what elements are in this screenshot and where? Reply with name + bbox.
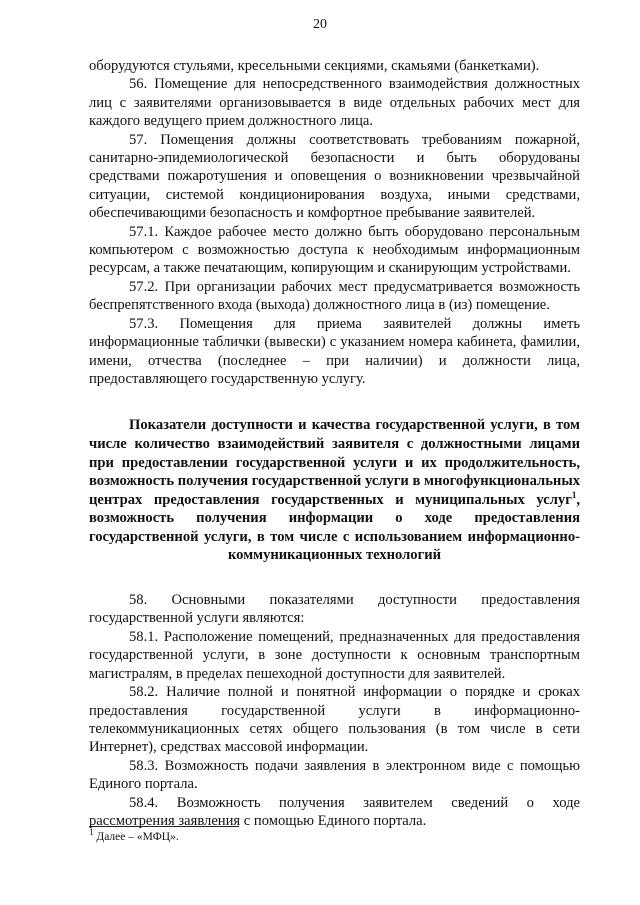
footnote-separator <box>89 826 239 827</box>
paragraphs-bottom <box>89 591 580 830</box>
paragraph-58-2: 58.2. Наличие полной и понятной информации о порядке и сроках предоставления государственной услуги в информационно-телекоммуникационных сетях общего пользования (в том числе в сети Интернет), средствах массовой информации. <box>89 684 580 756</box>
section-heading-text: Показатели доступности и качества государственной услуги, в том числе количество взаимодействий заявителя с должностными лицами при предоставлении государственной услуги и их продолжительность, возможность получения государственной услуги в многофункциональных центрах предоставления государственных и муниципальных услуг <box>89 417 581 508</box>
footnote-reference: 1 <box>571 489 577 500</box>
paragraph-56: 56. Помещение для непосредственного взаимодействия должностных лиц с заявителями организовывается в виде отдельных рабочих мест для каждого ведущего прием должностного лица. <box>89 76 580 130</box>
paragraph-continuation: оборудуются стульями, кресельными секциями, скамьями (банкетками). <box>89 58 540 74</box>
section-heading-text-end: , возможность получения информации о ходе предоставления государственной услуги, в том числе с использованием информационно-коммуникационных технологий <box>89 491 580 564</box>
document-body <box>89 57 580 830</box>
paragraph-58: 58. Основными показателями доступности предоставления государственной услуги являются: <box>89 592 580 627</box>
footnote-text: Далее – «МФЦ». <box>93 831 179 843</box>
footnote-mark: 1 <box>89 827 94 838</box>
paragraph-57-2: 57.2. При организации рабочих мест предусматривается возможность беспрепятственного входа (выхода) должностного лица в (из) помещение. <box>89 278 580 314</box>
section-heading <box>89 416 580 565</box>
paragraph-58-4: 58.4. Возможность получения заявителем сведений о ходе рассмотрения заявления с помощью Единого портала. <box>89 794 580 829</box>
paragraph-57: 57. Помещения должны соответствовать требованиям пожарной, санитарно-эпидемиологической безопасности и быть оборудованы средствами пожаротушения и оповещения о возникновении чрезвычайной ситуации, системой кондиционирования воздуха, иными средствами, обеспечивающими безопасность и комфортное пребывание заявителей. <box>89 131 580 222</box>
paragraph-57-3: 57.3. Помещения для приема заявителей должны иметь информационные таблички (вывески) с указанием номера кабинета, фамилии, имени, отчества (последнее – при наличии) и должности лица, предоставляющего государственную услугу. <box>89 315 580 387</box>
paragraph-58-3: 58.3. Возможность подачи заявления в электронном виде с помощью Единого портала. <box>89 757 580 793</box>
paragraph-57-1: 57.1. Каждое рабочее место должно быть оборудовано персональным компьютером с возможностью доступа к необходимым информационным ресурсам, а также печатающим, копирующим и сканирующим устройствами. <box>89 223 580 277</box>
page-number: 20 <box>313 17 327 32</box>
paragraphs-top <box>89 57 580 388</box>
footnote <box>89 827 179 843</box>
paragraph-58-1: 58.1. Расположение помещений, предназначенных для предоставления государственной услуги, в зоне доступности к основным транспортным магистралям, в пределах пешеходной доступности для заявителей. <box>89 628 580 682</box>
